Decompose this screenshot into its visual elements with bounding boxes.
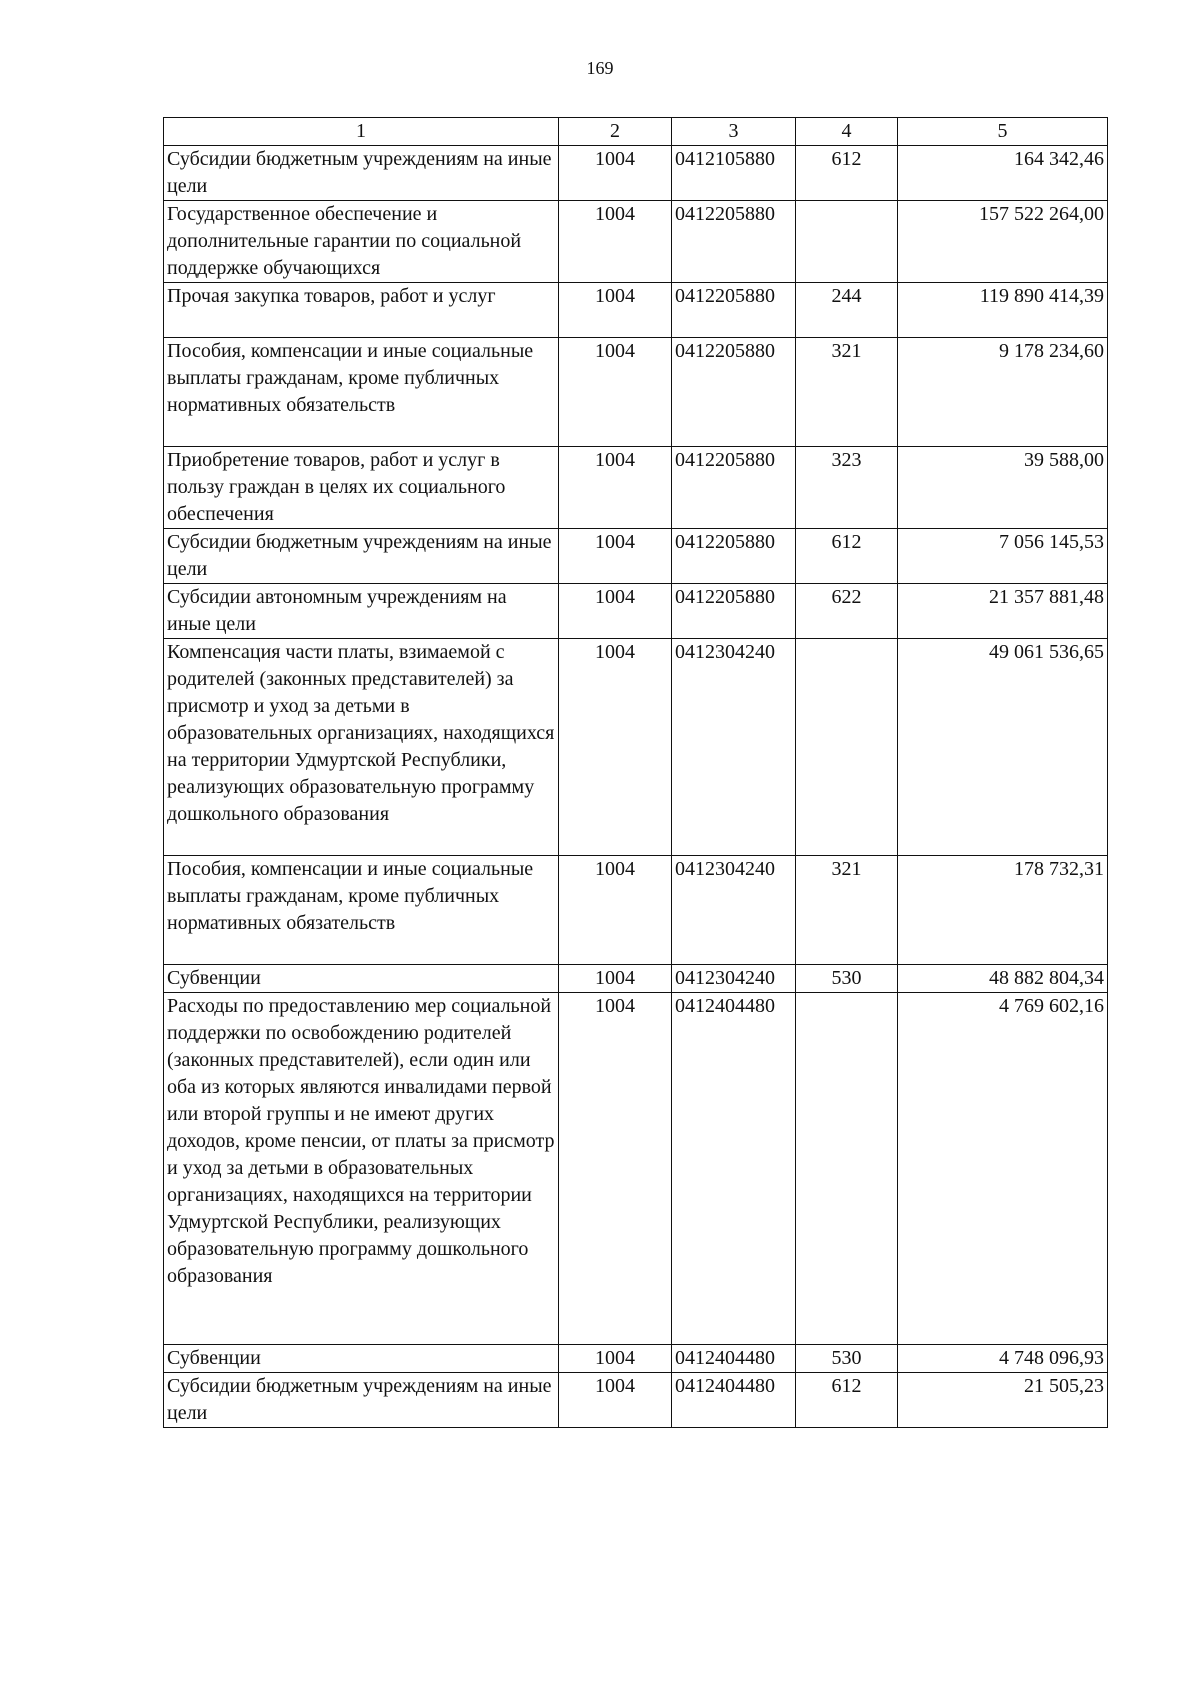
row-vr: 321	[796, 856, 898, 965]
row-csr: 0412205880	[672, 447, 796, 529]
row-vr: 612	[796, 1373, 898, 1428]
table-row	[164, 965, 1108, 993]
row-vr	[796, 201, 898, 283]
table-row	[164, 1373, 1108, 1428]
row-vr: 612	[796, 529, 898, 584]
table-row	[164, 639, 1108, 856]
row-name: Расходы по предоставлению мер социальной поддержки по освобождению родителей (законных представителей), если один или оба из которых являются инвалидами первой или второй группы и не имеют других доходов, кроме пенсии, от платы за присмотр и уход за детьми в образовательных организациях, находящихся на территории Удмуртской Республики, реализующих образовательную программу дошкольного образования	[164, 993, 559, 1345]
table-row	[164, 283, 1108, 338]
row-vr: 530	[796, 1345, 898, 1373]
row-sum: 119 890 414,39	[898, 283, 1108, 338]
row-sum: 48 882 804,34	[898, 965, 1108, 993]
row-name: Компенсация части платы, взимаемой с родителей (законных представителей) за присмотр и уход за детьми в образовательных организациях, находящихся на территории Удмуртской Республики, реализующих образовательную программу дошкольного образования	[164, 639, 559, 856]
header-row	[164, 118, 1108, 146]
row-name: Субсидии бюджетным учреждениям на иные цели	[164, 529, 559, 584]
row-name: Субсидии бюджетным учреждениям на иные цели	[164, 146, 559, 201]
row-sum: 164 342,46	[898, 146, 1108, 201]
row-csr: 0412304240	[672, 639, 796, 856]
table-row	[164, 993, 1108, 1345]
row-section: 1004	[559, 1373, 672, 1428]
row-csr: 0412304240	[672, 856, 796, 965]
row-sum: 21 357 881,48	[898, 584, 1108, 639]
row-vr: 321	[796, 338, 898, 447]
header-col-5: 5	[898, 118, 1108, 146]
row-vr	[796, 993, 898, 1345]
row-sum: 4 769 602,16	[898, 993, 1108, 1345]
budget-table	[163, 117, 1108, 1428]
row-name: Субвенции	[164, 965, 559, 993]
row-vr: 612	[796, 146, 898, 201]
row-csr: 0412205880	[672, 338, 796, 447]
row-sum: 178 732,31	[898, 856, 1108, 965]
table-row	[164, 338, 1108, 447]
row-vr: 530	[796, 965, 898, 993]
header-col-1: 1	[164, 118, 559, 146]
row-csr: 0412205880	[672, 529, 796, 584]
row-sum: 39 588,00	[898, 447, 1108, 529]
row-sum: 157 522 264,00	[898, 201, 1108, 283]
row-section: 1004	[559, 283, 672, 338]
row-section: 1004	[559, 856, 672, 965]
table-row	[164, 529, 1108, 584]
row-name: Прочая закупка товаров, работ и услуг	[164, 283, 559, 338]
row-sum: 21 505,23	[898, 1373, 1108, 1428]
row-name: Субсидии автономным учреждениям на иные цели	[164, 584, 559, 639]
row-name: Приобретение товаров, работ и услуг в пользу граждан в целях их социального обеспечения	[164, 447, 559, 529]
row-section: 1004	[559, 584, 672, 639]
table-row	[164, 146, 1108, 201]
row-csr: 0412205880	[672, 584, 796, 639]
table-row	[164, 856, 1108, 965]
row-vr: 323	[796, 447, 898, 529]
header-col-3: 3	[672, 118, 796, 146]
row-name: Субвенции	[164, 1345, 559, 1373]
header-col-4: 4	[796, 118, 898, 146]
table-row	[164, 584, 1108, 639]
row-section: 1004	[559, 529, 672, 584]
row-name: Государственное обеспечение и дополнительные гарантии по социальной поддержке обучающихся	[164, 201, 559, 283]
page-number: 169	[586, 58, 614, 78]
table-body	[164, 146, 1108, 1428]
row-section: 1004	[559, 993, 672, 1345]
row-section: 1004	[559, 965, 672, 993]
row-csr: 0412404480	[672, 993, 796, 1345]
row-section: 1004	[559, 447, 672, 529]
row-vr: 622	[796, 584, 898, 639]
row-name: Пособия, компенсации и иные социальные выплаты гражданам, кроме публичных нормативных обязательств	[164, 338, 559, 447]
table-row	[164, 447, 1108, 529]
row-section: 1004	[559, 201, 672, 283]
row-section: 1004	[559, 1345, 672, 1373]
row-sum: 4 748 096,93	[898, 1345, 1108, 1373]
row-name: Субсидии бюджетным учреждениям на иные цели	[164, 1373, 559, 1428]
row-vr	[796, 639, 898, 856]
row-sum: 7 056 145,53	[898, 529, 1108, 584]
header-col-2: 2	[559, 118, 672, 146]
table-row	[164, 201, 1108, 283]
row-sum: 9 178 234,60	[898, 338, 1108, 447]
row-section: 1004	[559, 639, 672, 856]
row-section: 1004	[559, 338, 672, 447]
row-csr: 0412404480	[672, 1373, 796, 1428]
row-sum: 49 061 536,65	[898, 639, 1108, 856]
row-csr: 0412304240	[672, 965, 796, 993]
row-csr: 0412205880	[672, 283, 796, 338]
row-name: Пособия, компенсации и иные социальные выплаты гражданам, кроме публичных нормативных обязательств	[164, 856, 559, 965]
row-csr: 0412105880	[672, 146, 796, 201]
row-section: 1004	[559, 146, 672, 201]
row-csr: 0412404480	[672, 1345, 796, 1373]
table-row	[164, 1345, 1108, 1373]
row-vr: 244	[796, 283, 898, 338]
row-csr: 0412205880	[672, 201, 796, 283]
